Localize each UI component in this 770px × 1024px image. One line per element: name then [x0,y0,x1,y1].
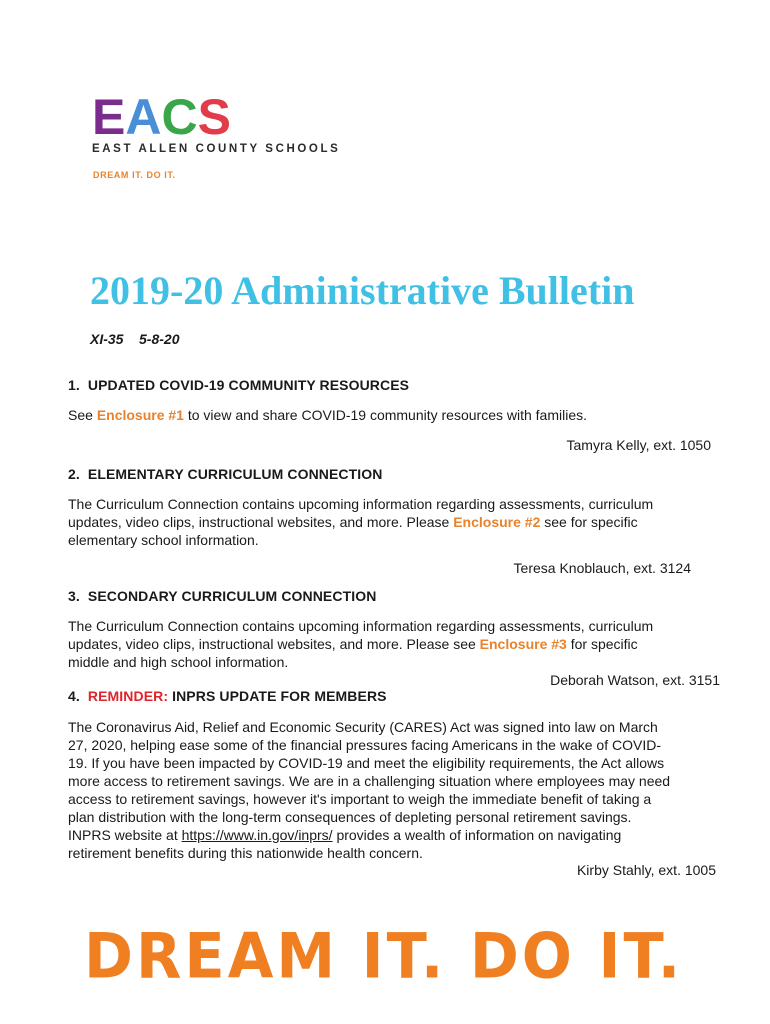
eacs-logo [92,89,352,190]
section-4-contact: Kirby Stahly, ext. 1005 [576,862,716,878]
body-text: INPRS website at [68,827,182,843]
school-district-name: EAST ALLEN COUNTY SCHOOLS [92,143,341,155]
body-line: access to retirement savings, however it's important to weigh the immediate benefit of taking a [68,791,652,807]
body-line: 27, 2020, helping ease some of the financial pressures facing Americans in the wake of COVID- [68,737,661,753]
section-2-body [68,495,653,549]
body-text: to view and share COVID-19 community resources with families. [183,407,588,423]
logo-wordmark [92,89,229,145]
section-number: 3. [68,588,80,604]
section-title: UPDATED COVID-19 COMMUNITY RESOURCES [87,377,410,393]
section-number: 2. [68,466,80,482]
body-text: See [68,407,97,423]
body-line: elementary school information. [68,532,259,548]
body-line: The Coronavirus Aid, Relief and Economic Security (CARES) Act was signed into law on March [68,719,658,735]
enclosure-3-link[interactable]: Enclosure #3 [479,636,567,652]
body-text: for specific [566,636,638,652]
section-2-contact: Teresa Knoblauch, ext. 3124 [513,560,691,576]
section-title: SECONDARY CURRICULUM CONNECTION [87,588,377,604]
inprs-website-link[interactable]: https://www.in.gov/inprs/ [181,827,333,843]
section-4-heading [68,688,387,704]
bulletin-title: 2019-20 Administrative Bulletin [90,268,635,313]
section-title: INPRS UPDATE FOR MEMBERS [172,688,387,704]
body-text: provides a wealth of information on navigating [332,827,622,843]
footer-slogan: DREAM IT. DO IT. [84,920,684,993]
body-text: see for specific [540,514,638,530]
body-line: The Curriculum Connection contains upcoming information regarding assessments, curriculum [68,496,654,512]
body-line [68,513,653,531]
section-3-contact: Deborah Watson, ext. 3151 [550,672,720,688]
body-line: more access to retirement savings. We are in a challenging situation where employees may need [68,773,671,789]
body-line: plan distribution with the long-term consequences of depleting personal retirement savings. [68,809,632,825]
section-title: ELEMENTARY CURRICULUM CONNECTION [87,466,383,482]
section-number: 1. [68,377,80,393]
enclosure-1-link[interactable]: Enclosure #1 [96,407,184,423]
section-1-contact: Tamyra Kelly, ext. 1050 [566,437,711,453]
body-line [68,826,670,844]
body-line: The Curriculum Connection contains upcoming information regarding assessments, curriculum [68,618,654,634]
logo-letter-c: C [161,89,196,145]
section-3-body [68,617,653,671]
body-line: 19. If you have been impacted by COVID-19 and meet the eligibility requirements, the Act allows [68,755,665,771]
logo-tagline: DREAM IT. DO IT. [93,170,176,180]
body-line: middle and high school information. [68,654,289,670]
logo-letter-a: A [125,89,160,145]
section-1-body [68,406,587,424]
section-4-body [68,718,670,862]
logo-letter-e: E [92,89,124,145]
section-number: 4. [68,688,80,704]
bulletin-issue: XI-35 5-8-20 [90,331,180,347]
section-1-heading [68,377,409,393]
body-text: updates, video clips, instructional websites, and more. Please see [68,636,480,652]
body-line [68,635,653,653]
section-3-heading [68,588,376,604]
reminder-label: REMINDER: [87,688,169,704]
section-2-heading [68,466,382,482]
body-line: retirement benefits during this nationwide health concern. [68,845,423,861]
enclosure-2-link[interactable]: Enclosure #2 [453,514,541,530]
body-text: updates, video clips, instructional websites, and more. Please [68,514,454,530]
logo-letter-s: S [197,89,229,145]
